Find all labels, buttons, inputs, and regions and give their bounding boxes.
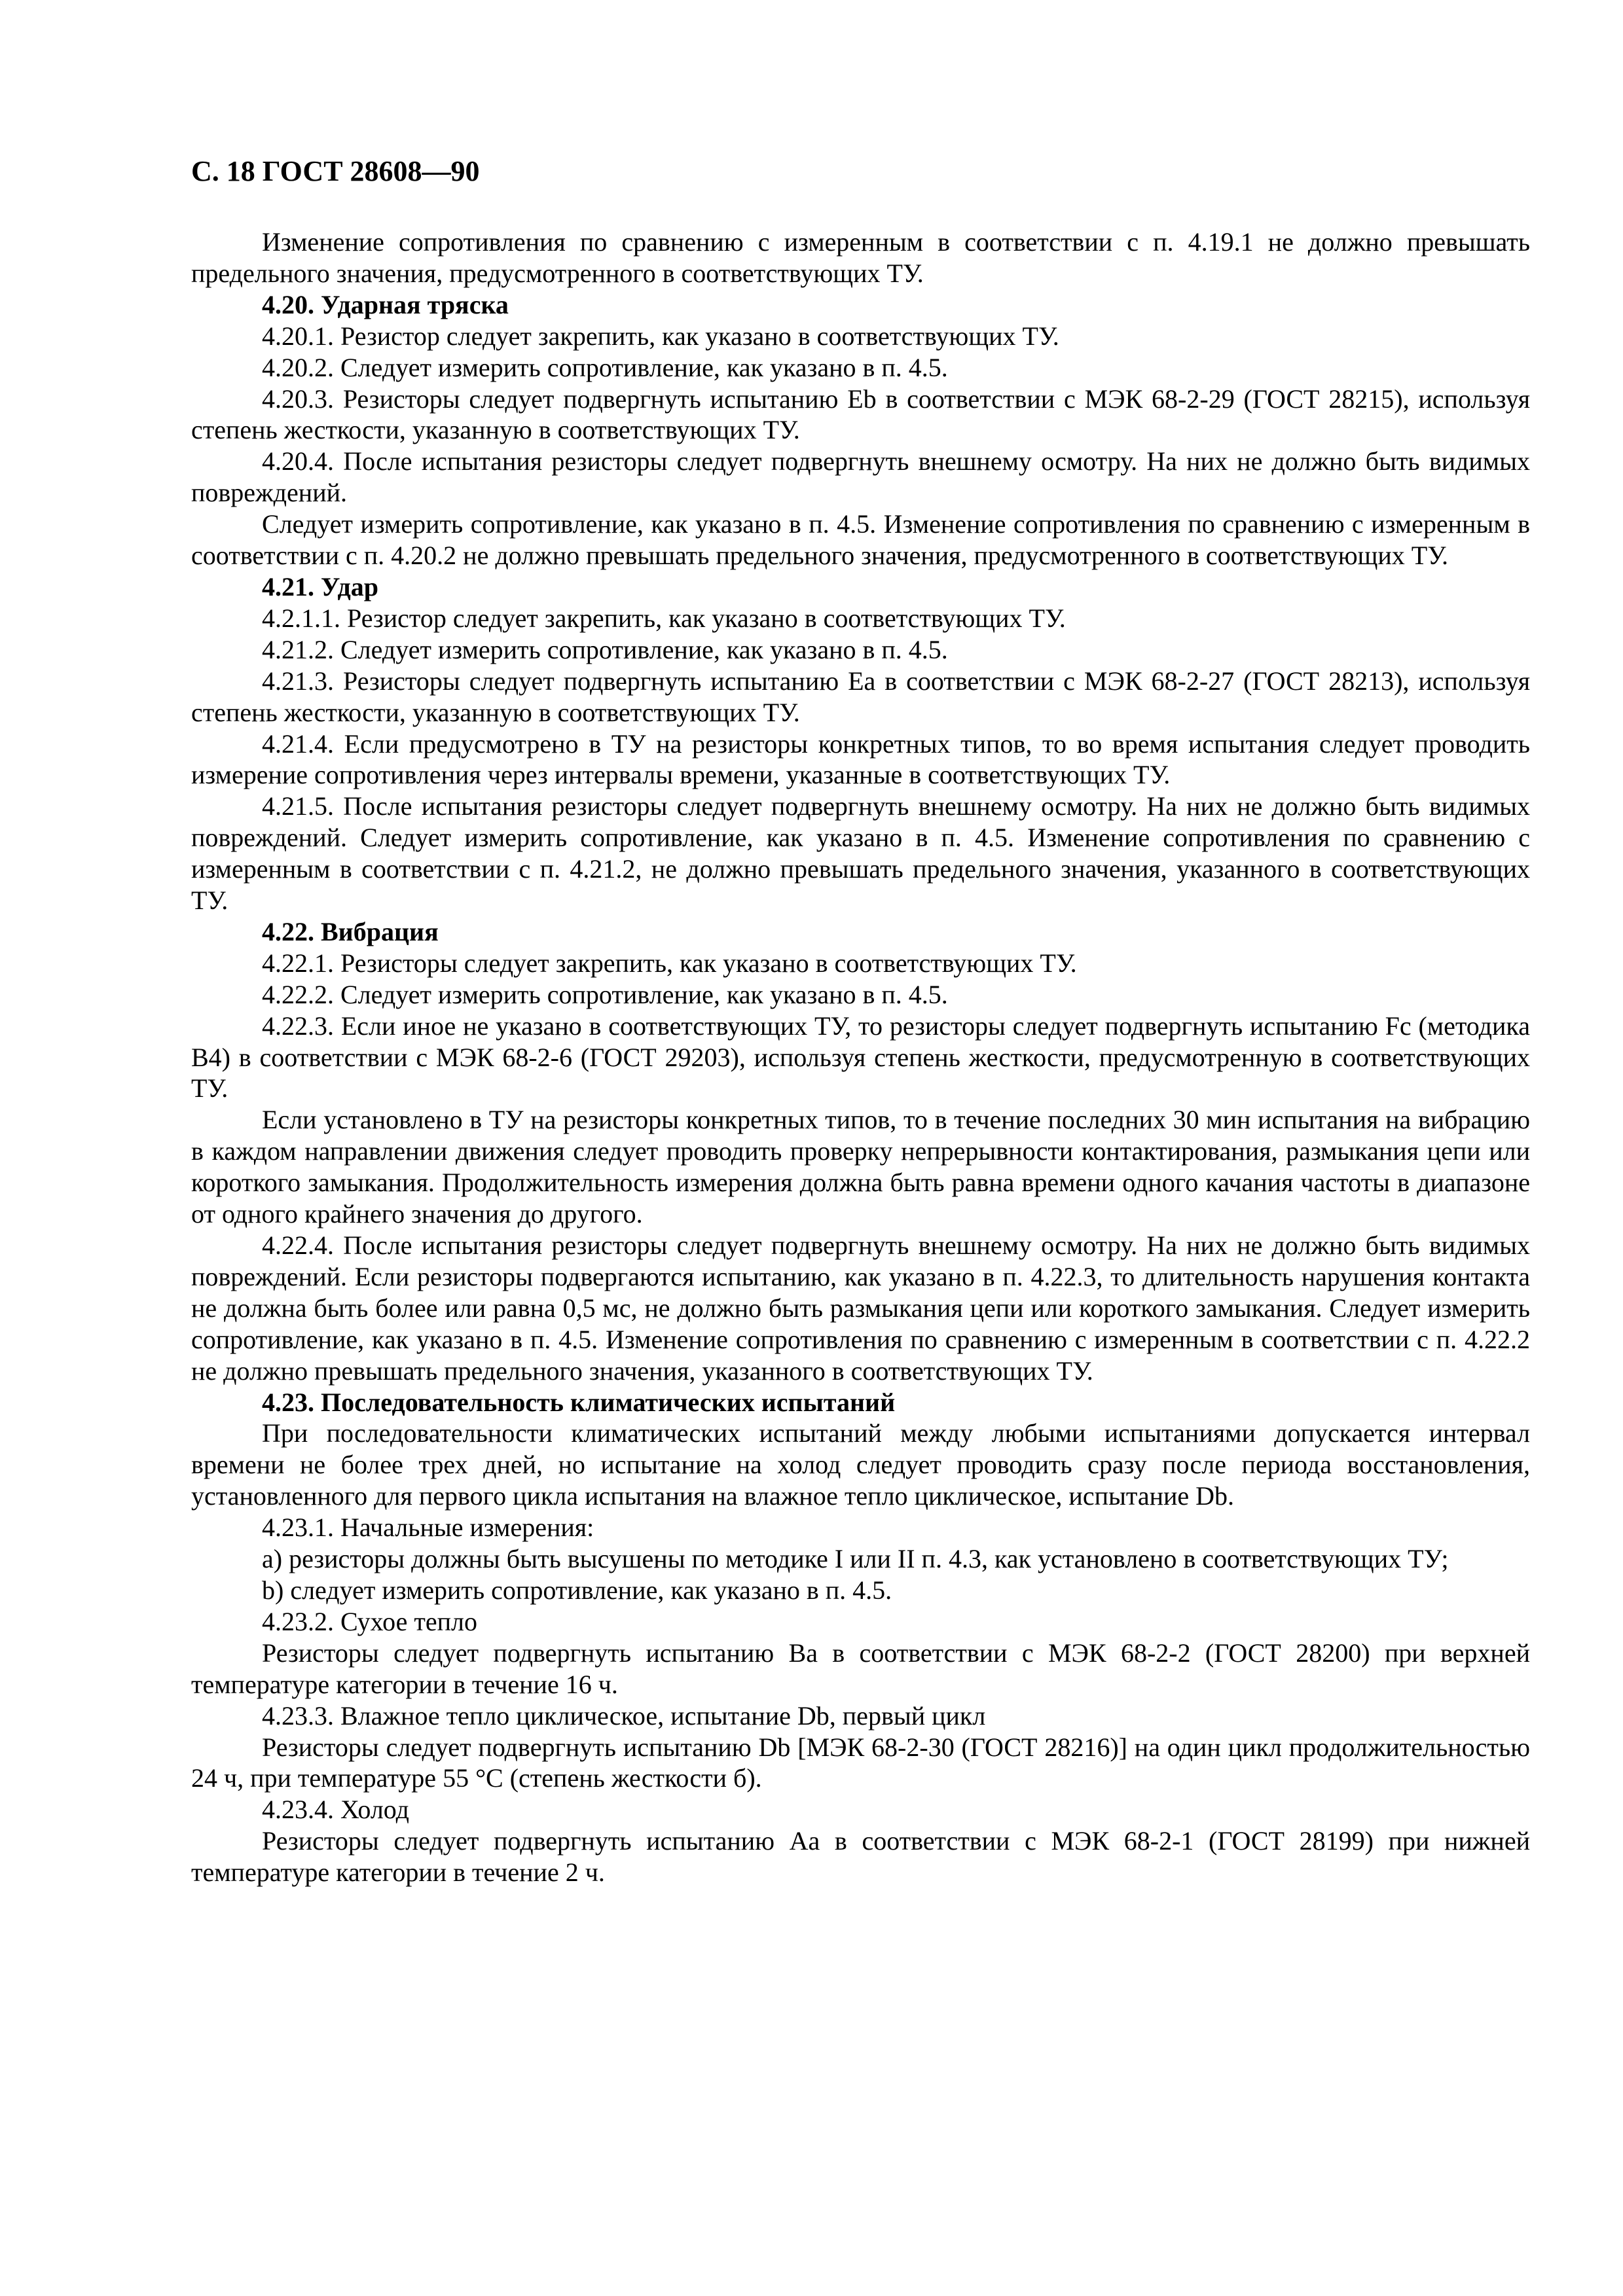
paragraph: 4.20.4. После испытания резисторы следует подвергнуть внешнему осмотру. На них не должно быть видимых повреждений. [191,446,1530,508]
paragraph: 4.22.2. Следует измерить сопротивление, как указано в п. 4.5. [262,979,948,1009]
paragraph: 4.23.3. Влажное тепло циклическое, испытание Db, первый цикл [262,1700,986,1731]
section-heading: 4.20. Ударная тряска [262,289,509,319]
section-heading: 4.22. Вибрация [262,916,439,946]
page-header: С. 18 ГОСТ 28608—90 [191,155,480,187]
paragraph: 4.23.4. Холод [262,1795,409,1825]
paragraph: 4.22.1. Резисторы следует закрепить, как указано в соответствующих ТУ. [262,948,1077,978]
paragraph: 4.21.2. Следует измерить сопротивление, как указано в п. 4.5. [262,634,948,664]
paragraph: 4.20.2. Следует измерить сопротивление, как указано в п. 4.5. [262,352,948,382]
paragraph: При последовательности климатических испытаний между любыми испытаниями допускается интервал времени не более трех дней, но испытание на холод следует проводить сразу после периода восстановления, установленного для первого цикла испытания на влажное тепло циклическое, испытание Db. [191,1418,1530,1511]
paragraph: 4.21.4. Если предусмотрено в ТУ на резисторы конкретных типов, то во время испытания следует проводить измерение сопротивления через интервалы времени, указанные в соответствующих ТУ. [191,728,1530,790]
paragraph: Резисторы следует подвергнуть испытанию Db [МЭК 68-2-30 (ГОСТ 28216)] на один цикл продолжительностью 24 ч, при температуре 55 °С (степень жесткости б). [191,1732,1530,1793]
paragraph: b) следует измерить сопротивление, как указано в п. 4.5. [262,1575,892,1605]
paragraph: 4.20.3. Резисторы следует подвергнуть испытанию Eb в соответствии с МЭК 68-2-29 (ГОСТ 28215), используя степень жесткости, указанную в соответствующих ТУ. [191,384,1530,445]
paragraph: Следует измерить сопротивление, как указано в п. 4.5. Изменение сопротивления по сравнению с измеренным в соответствии с п. 4.20.2 не должно превышать предельного значения, предусмотренного в соответствующих ТУ. [191,509,1530,571]
paragraph: Резисторы следует подвергнуть испытанию Ba в соответствии с МЭК 68-2-2 (ГОСТ 28200) при верхней температуре категории в течение 16 ч. [191,1638,1530,1699]
paragraph: 4.22.3. Если иное не указано в соответствующих ТУ, то резисторы следует подвергнуть испытанию Fc (методика B4) в соответствии с МЭК 68-2-6 (ГОСТ 29203), используя степень жесткости, предусмотренную в соответствующих ТУ. [191,1011,1530,1103]
paragraph: 4.22.4. После испытания резисторы следует подвергнуть внешнему осмотру. На них не должно быть видимых повреждений. Если резисторы подвергаются испытанию, как указано в п. 4.22.3, то длительность нарушения контакта не должна быть более или равна 0,5 мс, не должно быть размыкания цепи или короткого замыкания. Следует измерить сопротивление, как указано в п. 4.5. Изменение сопротивления по сравнению с измеренным в соответствии с п. 4.22.2 не должно превышать предельного значения, указанного в соответствующих ТУ. [191,1230,1530,1386]
paragraph: a) резисторы должны быть высушены по методике I или II п. 4.3, как установлено в соответствующих ТУ; [262,1544,1449,1574]
paragraph: Резисторы следует подвергнуть испытанию Aa в соответствии с МЭК 68-2-1 (ГОСТ 28199) при нижней температуре категории в течение 2 ч. [191,1826,1530,1888]
paragraph: 4.20.1. Резистор следует закрепить, как указано в соответствующих ТУ. [262,321,1059,351]
section-heading: 4.23. Последовательность климатических испытаний [262,1387,896,1417]
section-heading: 4.21. Удар [262,571,378,601]
paragraph: 4.2.1.1. Резистор следует закрепить, как указано в соответствующих ТУ. [262,603,1066,633]
paragraph: Изменение сопротивления по сравнению с измеренным в соответствии с п. 4.19.1 не должно превышать предельного значения, предусмотренного в соответствующих ТУ. [191,227,1530,288]
paragraph: Если установлено в ТУ на резисторы конкретных типов, то в течение последних 30 мин испытания на вибрацию в каждом направлении движения следует проводить проверку непрерывности контактирования, размыкания цепи или короткого замыкания. Продолжительность измерения должна быть равна времени одного качания частоты в диапазоне от одного крайнего значения до другого. [191,1105,1530,1229]
document-body [191,226,1530,1888]
paragraph: 4.21.5. После испытания резисторы следует подвергнуть внешнему осмотру. На них не должно быть видимых повреждений. Следует измерить сопротивление, как указано в п. 4.5. Изменение сопротивления по сравнению с измеренным в соответствии с п. 4.21.2, не должно превышать предельного значения, указанного в соответствующих ТУ. [191,791,1530,916]
paragraph: 4.23.1. Начальные измерения: [262,1513,594,1543]
paragraph: 4.23.2. Сухое тепло [262,1606,478,1636]
paragraph: 4.21.3. Резисторы следует подвергнуть испытанию Ea в соответствии с МЭК 68-2-27 (ГОСТ 28213), используя степень жесткости, указанную в соответствующих ТУ. [191,666,1530,727]
